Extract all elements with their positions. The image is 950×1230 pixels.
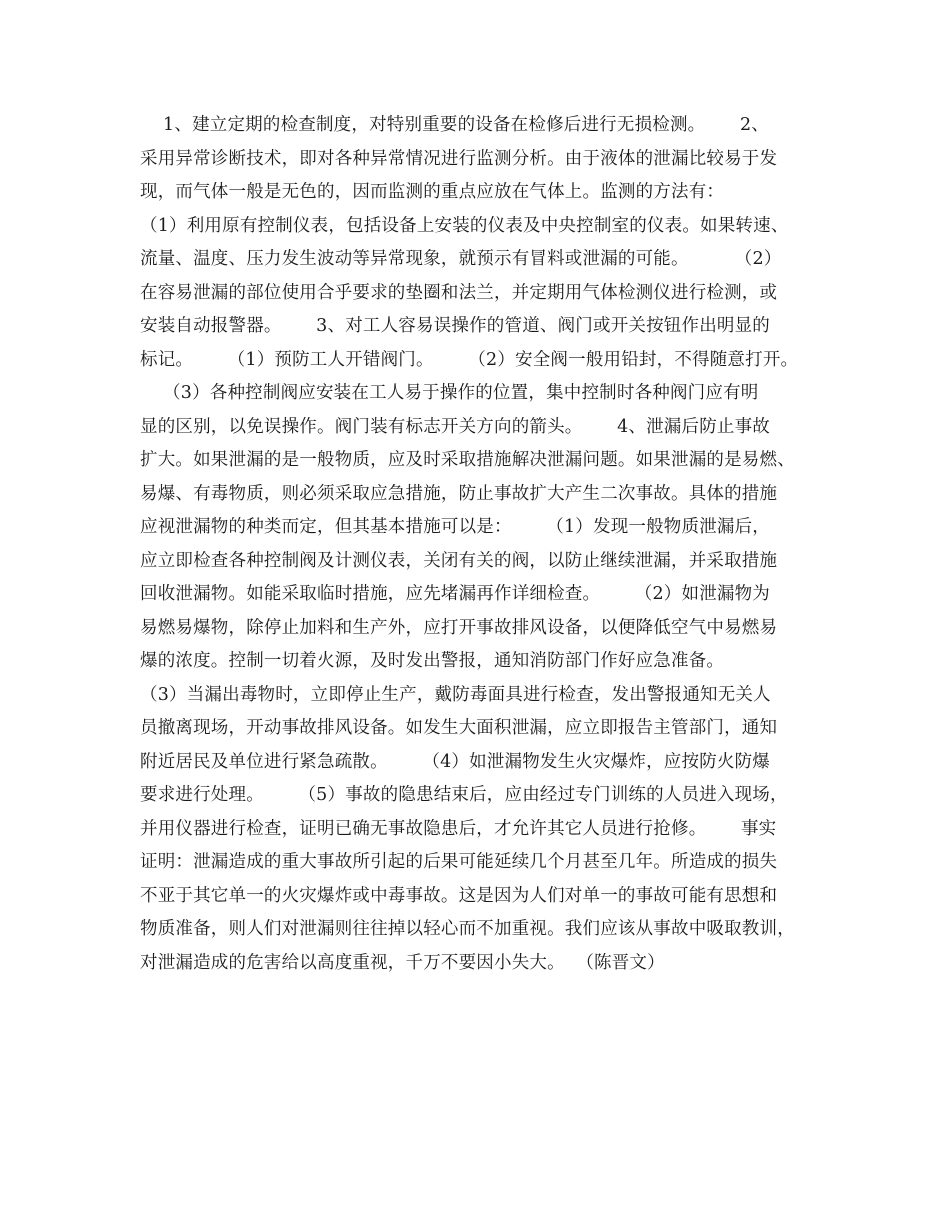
text-line: （3）当漏出毒物时，立即停止生产，戴防毒面具进行检查，发出警报通知无关人 — [140, 684, 771, 705]
text-line: 并用仪器进行检查，证明已确无事故隐患后，才允许其它人员进行抢修。 事实 — [140, 818, 777, 839]
text-line: 在容易泄漏的部位使用合乎要求的垫圈和法兰，并定期用气体检测仪进行检测，或 — [140, 282, 778, 303]
text-line: 应立即检查各种控制阀及计测仪表，关闭有关的阀，以防止继续泄漏，并采取措施 — [140, 550, 778, 571]
text-line: （3）各种控制阀应安装在工人易于操作的位置，集中控制时各种阀门应有明 — [140, 383, 759, 403]
text-line: 易爆、有毒物质，则必须采取应急措施，防止事故扩大产生二次事故。具体的措施 — [140, 483, 778, 504]
text-line: 显的区别，以免误操作。阀门装有标志开关方向的箭头。 4、泄漏后防止事故 — [140, 416, 771, 437]
text-line: 不亚于其它单一的火灾爆炸或中毒事故。这是因为人们对单一的事故可能有思想和 — [140, 885, 778, 906]
text-line: 安装自动报警器。 3、对工人容易误操作的管道、阀门或开关按钮作出明显的 — [140, 316, 771, 336]
text-line: 爆的浓度。控制一切着火源，及时发出警报，通知消防部门作好应急准备。 — [140, 651, 725, 671]
text-line: 应视泄漏物的种类而定，但其基本措施可以是： （1）发现一般物质泄漏后， — [140, 517, 771, 537]
text-line: 员撤离现场，开动事故排风设备。如发生大面积泄漏，应立即报告主管部门，通知 — [140, 718, 778, 738]
text-line: 要求进行处理。 （5）事故的隐患结束后，应由经过专门训练的人员进入现场， — [140, 785, 788, 805]
text-line: 现，而气体一般是无色的，因而监测的重点应放在气体上。监测的方法有： — [140, 182, 725, 202]
text-line: 采用异常诊断技术，即对各种异常情况进行监测分析。由于液体的泄漏比较易于发 — [140, 148, 778, 169]
text-line: 对泄漏造成的危害给以高度重视，千万不要因小失大。 （陈晋文） — [140, 952, 665, 973]
text-line: 标记。 （1）预防工人开错阀门。 （2）安全阀一般用铅封，不得随意打开。 — [140, 349, 799, 370]
text-line: 扩大。如果泄漏的是一般物质，应及时采取措施解决泄漏问题。如果泄漏的是易燃、 — [140, 450, 795, 470]
text-line: 证明：泄漏造成的重大事故所引起的后果可能延续几个月甚至几年。所造成的损失 — [140, 852, 778, 872]
text-line: 流量、温度、压力发生波动等异常现象，就预示有冒料或泄漏的可能。 （2） — [140, 249, 782, 269]
text-line: 回收泄漏物。如能采取临时措施，应先堵漏再作详细检查。 （2）如泄漏物为 — [140, 584, 771, 604]
text-line: 1、建立定期的检查制度，对特别重要的设备在检修后进行无损检测。 2、 — [140, 115, 769, 135]
text-line: 易燃易爆物，除停止加料和生产外，应打开事故排风设备，以便降低空气中易燃易 — [140, 617, 778, 638]
text-line: 物质准备，则人们对泄漏则往往掉以轻心而不加重视。我们应该从事故中吸取教训， — [140, 919, 795, 939]
text-line: 附近居民及单位进行紧急疏散。 （4）如泄漏物发生火灾爆炸，应按防火防爆 — [140, 751, 771, 772]
text-line: （1）利用原有控制仪表，包括设备上安装的仪表及中央控制室的仪表。如果转速、 — [140, 215, 789, 236]
